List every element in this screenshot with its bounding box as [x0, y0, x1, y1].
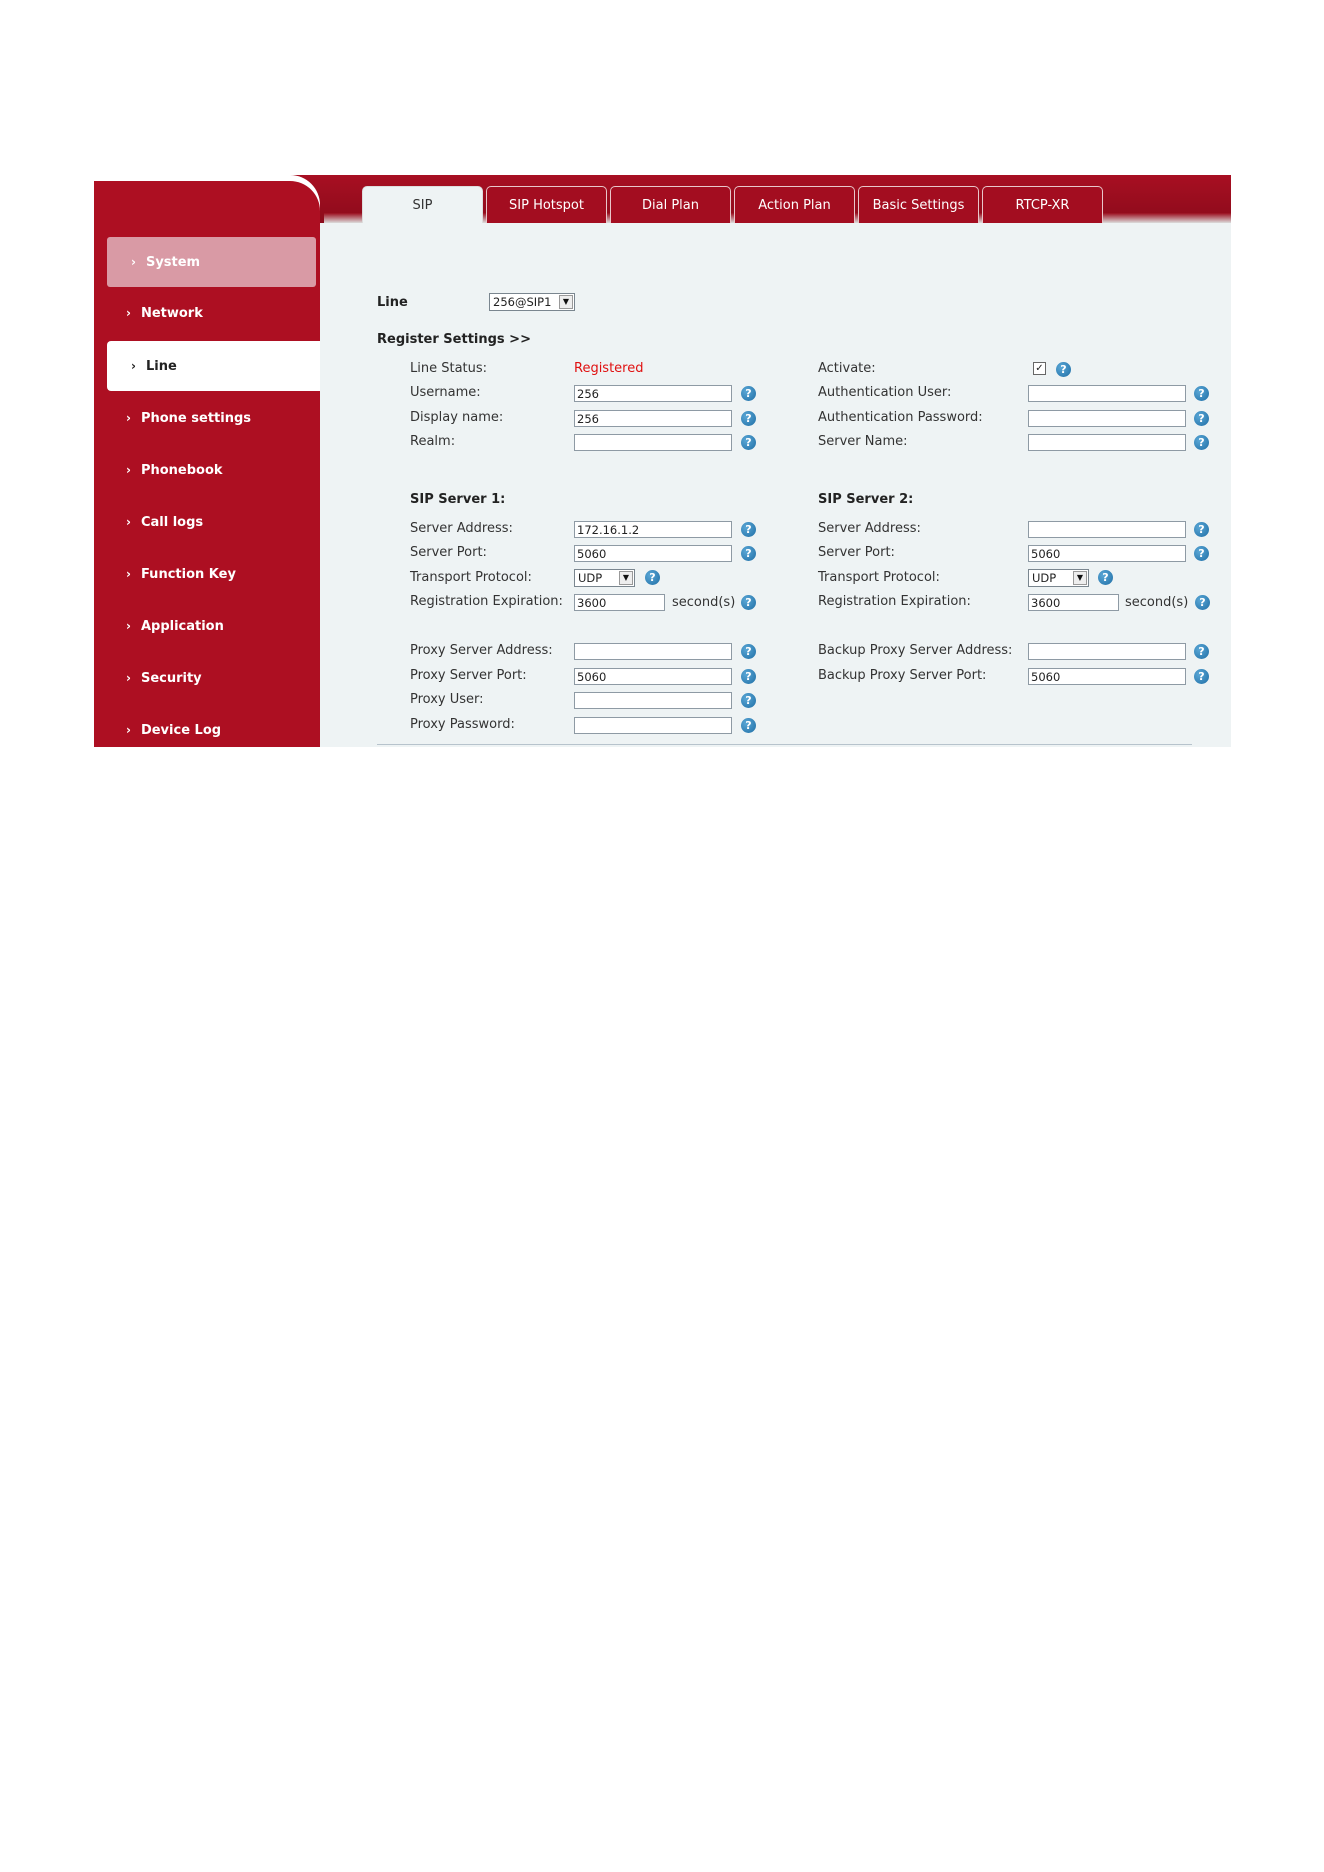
server2-transport-select[interactable]	[1028, 569, 1089, 587]
line-status-label: Line Status:	[410, 361, 488, 376]
line-select-value: 256@SIP1	[493, 295, 552, 309]
proxy-password-label: Proxy Password:	[410, 717, 515, 732]
help-icon[interactable]: ?	[1194, 435, 1209, 450]
server2-address-label: Server Address:	[818, 521, 921, 536]
auth-user-input[interactable]	[1028, 385, 1186, 402]
help-icon[interactable]: ?	[741, 435, 756, 450]
tab-action-plan[interactable]: Action Plan	[734, 186, 855, 223]
server1-expiration-label: Registration Expiration:	[410, 594, 563, 609]
sidebar-item-label: Call logs	[140, 514, 204, 530]
server2-expiration-unit: second(s)	[1125, 595, 1189, 610]
help-icon[interactable]: ?	[741, 595, 756, 610]
sidebar-item-label: Application	[140, 618, 224, 634]
sidebar-item-label: Phonebook	[140, 462, 223, 478]
section-divider	[377, 744, 1192, 745]
backup-proxy-address-label: Backup Proxy Server Address:	[818, 643, 1013, 658]
help-icon[interactable]: ?	[645, 570, 660, 585]
server1-expiration-unit: second(s)	[672, 595, 736, 610]
chevron-down-icon: ▼	[559, 295, 573, 309]
server2-expiration-label: Registration Expiration:	[818, 594, 971, 609]
help-icon[interactable]: ?	[741, 718, 756, 733]
server2-port-label: Server Port:	[818, 545, 895, 560]
sidebar-item-label: Function Key	[140, 566, 236, 582]
server-name-label: Server Name:	[818, 434, 908, 449]
proxy-user-label: Proxy User:	[410, 692, 484, 707]
chevron-right-icon: ›	[126, 671, 131, 685]
chevron-right-icon: ›	[126, 619, 131, 633]
sidebar-item-label: Phone settings	[140, 410, 252, 426]
chevron-right-icon: ›	[126, 411, 131, 425]
tab-sip[interactable]: SIP	[362, 186, 483, 223]
server1-address-input[interactable]: 172.16.1.2	[574, 521, 732, 538]
username-input[interactable]: 256	[574, 385, 732, 402]
auth-password-input[interactable]	[1028, 410, 1186, 427]
transport-select-value: UDP	[578, 571, 603, 585]
web-ui-screen	[94, 175, 1231, 747]
tab-sip-hotspot[interactable]: SIP Hotspot	[486, 186, 607, 223]
sidebar-item-label: Device Log	[140, 722, 222, 738]
line-status-value: Registered	[574, 361, 644, 376]
chevron-right-icon: ›	[126, 515, 131, 529]
server-name-input[interactable]	[1028, 434, 1186, 451]
proxy-port-input[interactable]: 5060	[574, 668, 732, 685]
tab-dial-plan[interactable]: Dial Plan	[610, 186, 731, 223]
sip-server-2-heading: SIP Server 2:	[818, 492, 914, 507]
proxy-password-input[interactable]	[574, 717, 732, 734]
display-name-label: Display name:	[410, 410, 504, 425]
tab-rtcp-xr[interactable]: RTCP-XR	[982, 186, 1103, 223]
proxy-address-input[interactable]	[574, 643, 732, 660]
help-icon[interactable]: ?	[741, 693, 756, 708]
server1-expiration-input[interactable]: 3600	[574, 594, 665, 611]
chevron-down-icon: ▼	[1073, 571, 1087, 585]
help-icon[interactable]: ?	[1056, 362, 1071, 377]
server2-expiration-input[interactable]: 3600	[1028, 594, 1119, 611]
server2-transport-label: Transport Protocol:	[818, 570, 940, 585]
server1-transport-select[interactable]	[574, 569, 635, 587]
activate-label: Activate:	[818, 361, 876, 376]
sidebar-item-label: Line	[145, 358, 177, 374]
help-icon[interactable]: ?	[1098, 570, 1113, 585]
auth-user-label: Authentication User:	[818, 385, 952, 400]
display-name-input[interactable]: 256	[574, 410, 732, 427]
server2-address-input[interactable]	[1028, 521, 1186, 538]
server1-port-label: Server Port:	[410, 545, 487, 560]
chevron-right-icon: ›	[126, 306, 131, 320]
sidebar-item-label: Security	[140, 670, 202, 686]
auth-password-label: Authentication Password:	[818, 410, 983, 425]
server1-address-label: Server Address:	[410, 521, 513, 536]
help-icon[interactable]: ?	[741, 411, 756, 426]
help-icon[interactable]: ?	[1194, 546, 1209, 561]
realm-input[interactable]	[574, 434, 732, 451]
chevron-right-icon: ›	[126, 463, 131, 477]
proxy-user-input[interactable]	[574, 692, 732, 709]
help-icon[interactable]: ?	[1194, 644, 1209, 659]
chevron-right-icon: ›	[126, 723, 131, 737]
sip-settings-panel	[94, 175, 1231, 747]
sip-server-1-heading: SIP Server 1:	[410, 492, 506, 507]
help-icon[interactable]: ?	[1194, 411, 1209, 426]
server1-transport-label: Transport Protocol:	[410, 570, 532, 585]
server2-port-input[interactable]: 5060	[1028, 545, 1186, 562]
sidebar-item-label: System	[145, 254, 201, 270]
help-icon[interactable]: ?	[741, 386, 756, 401]
help-icon[interactable]: ?	[741, 522, 756, 537]
server1-port-input[interactable]: 5060	[574, 545, 732, 562]
chevron-right-icon: ›	[126, 567, 131, 581]
chevron-right-icon: ›	[131, 359, 136, 373]
backup-proxy-address-input[interactable]	[1028, 643, 1186, 660]
username-label: Username:	[410, 385, 481, 400]
chevron-right-icon: ›	[131, 255, 136, 269]
activate-checkbox[interactable]: ✓	[1033, 362, 1046, 375]
transport-select-value: UDP	[1032, 571, 1057, 585]
sidebar-item-label: Network	[140, 305, 203, 321]
proxy-port-label: Proxy Server Port:	[410, 668, 527, 683]
backup-proxy-port-label: Backup Proxy Server Port:	[818, 668, 987, 683]
line-select[interactable]	[489, 293, 575, 311]
help-icon[interactable]: ?	[1194, 522, 1209, 537]
chevron-down-icon: ▼	[619, 571, 633, 585]
line-label: Line	[377, 295, 408, 310]
tab-basic-settings[interactable]: Basic Settings	[858, 186, 979, 223]
help-icon[interactable]: ?	[1194, 669, 1209, 684]
help-icon[interactable]: ?	[1195, 595, 1210, 610]
proxy-address-label: Proxy Server Address:	[410, 643, 553, 658]
help-icon[interactable]: ?	[741, 546, 756, 561]
backup-proxy-port-input[interactable]: 5060	[1028, 668, 1186, 685]
help-icon[interactable]: ?	[1194, 386, 1209, 401]
realm-label: Realm:	[410, 434, 456, 449]
register-settings-heading[interactable]: Register Settings >>	[377, 332, 531, 347]
help-icon[interactable]: ?	[741, 669, 756, 684]
help-icon[interactable]: ?	[741, 644, 756, 659]
